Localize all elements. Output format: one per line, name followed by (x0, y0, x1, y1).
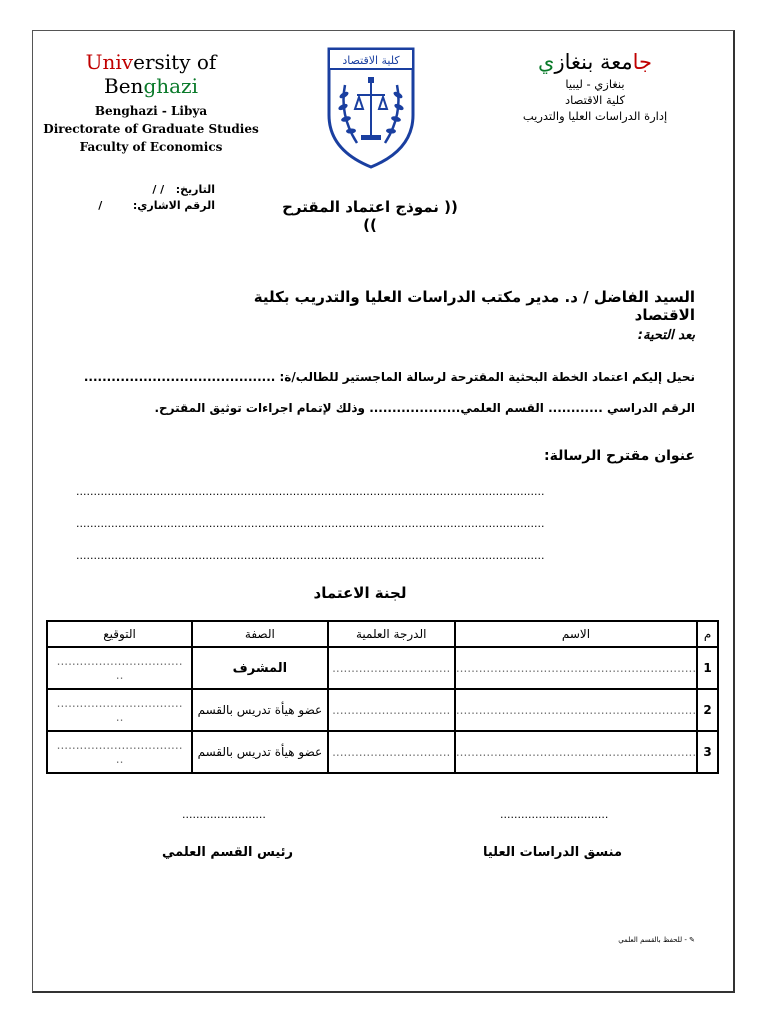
role-cell: عضو هيأة تدريس بالقسم (192, 731, 327, 773)
body-line-2: الرقم الدراسي ............ القسم العلمي.................... وذلك لإتمام اجراءات توثيق المقترح. (154, 401, 695, 415)
svg-text:كلية الاقتصاد: كلية الاقتصاد (342, 54, 400, 67)
head-of-department-label: رئيس القسم العلمي (161, 845, 294, 860)
english-header (36, 50, 266, 156)
name-field[interactable]: ............................................................... (455, 647, 697, 689)
degree-field[interactable]: ............................... (328, 689, 455, 731)
city-ar: بنغازي - ليبيا (565, 77, 625, 91)
body-line-1: نحيل إليكم اعتماد الخطة البحثية المقترحة لرسالة الماجستير للطالب/ة: .......................................... (83, 370, 695, 384)
thesis-lines (76, 476, 696, 572)
footnote: ✎ - للحفظ بالقسم العلمي (618, 936, 695, 944)
form-title: (( نموذج اعتماد المقترح )) (282, 198, 458, 234)
thesis-title-label: عنوان مقترح الرسالة: (544, 448, 695, 464)
arabic-header (505, 50, 685, 124)
committee-title: لجنة الاعتماد (313, 584, 407, 602)
header-num: م (697, 621, 718, 647)
addressee: السيد الفاضل / د. مدير مكتب الدراسات العليا والتدريب بكلية الاقتصاد (253, 288, 695, 324)
signature-field[interactable]: ................................. .. (47, 689, 192, 731)
thesis-line: ...................................................................................................................................... (76, 517, 545, 530)
role-cell: المشرف (192, 647, 327, 689)
greeting: بعد التحية: (637, 328, 695, 343)
thesis-line: ...................................................................................................................................... (76, 485, 545, 498)
name-field[interactable]: ............................................................... (455, 731, 697, 773)
row-num: 2 (697, 689, 718, 731)
faculty-en: Faculty of Economics (79, 140, 223, 154)
degree-field[interactable]: ............................... (328, 647, 455, 689)
header-name: الاسم (455, 621, 697, 647)
signature-field[interactable]: ................................. .. (47, 647, 192, 689)
header-degree: الدرجة العلمية (328, 621, 455, 647)
role-cell: عضو هيأة تدريس بالقسم (192, 689, 327, 731)
date-row: التاريخ: / / (152, 183, 215, 196)
thesis-line: ...................................................................................................................................... (76, 549, 545, 562)
head-signature-line[interactable]: ........................ (182, 808, 266, 821)
reference-row: الرقم الاشاري: / (98, 199, 215, 212)
pin-icon: ✎ (689, 936, 695, 944)
committee-table (46, 620, 719, 774)
university-name-en: University of Benghazi (85, 50, 217, 98)
header-role: الصفة (192, 621, 327, 647)
city-en: Benghazi - Libya (94, 104, 208, 118)
table-row (47, 731, 718, 773)
signature-field[interactable]: ................................. .. (47, 731, 192, 773)
university-name-ar: جامعة بنغازي (538, 50, 652, 74)
faculty-logo (325, 45, 417, 170)
faculty-ar: كلية الاقتصاد (565, 93, 625, 107)
name-field[interactable]: ............................................................... (455, 689, 697, 731)
directorate-ar: إدارة الدراسات العليا والتدريب (522, 109, 668, 123)
table-header-row (47, 621, 718, 647)
coordinator-label: منسق الدراسات العليا (482, 845, 623, 860)
coordinator-signature-line[interactable]: ............................... (500, 808, 609, 821)
header-signature: التوقيع (47, 621, 192, 647)
row-num: 3 (697, 731, 718, 773)
date-block (90, 182, 215, 214)
directorate-en: Directorate of Graduate Studies (43, 122, 259, 136)
row-num: 1 (697, 647, 718, 689)
table-row (47, 689, 718, 731)
degree-field[interactable]: ............................... (328, 731, 455, 773)
table-row (47, 647, 718, 689)
